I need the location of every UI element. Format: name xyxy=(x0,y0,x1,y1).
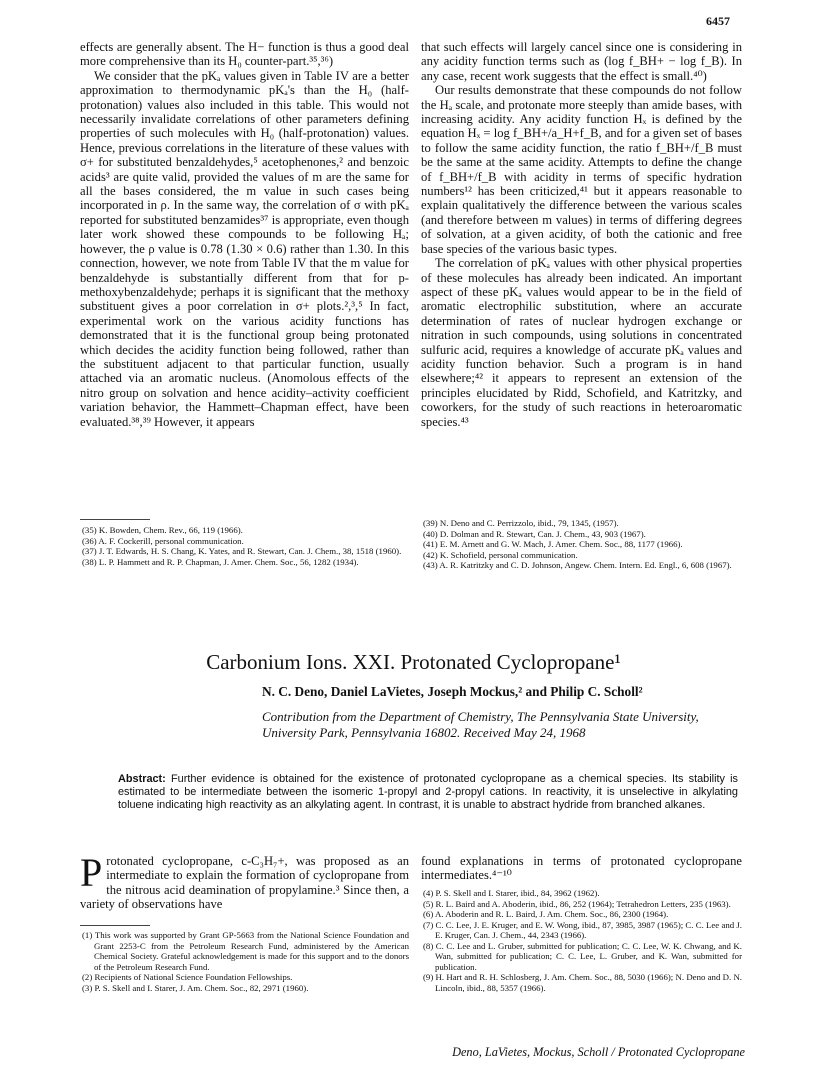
article-affiliation: Contribution from the Department of Chemistry, The Pennsylvania State University, University Park, Pennsylvania 16802. Received May 24, 1968 xyxy=(262,709,699,740)
footnote: (36) A. F. Cockerill, personal communication. xyxy=(82,535,244,546)
footnote: (40) D. Dolman and R. Stewart, Can. J. Chem., 43, 903 (1967). xyxy=(423,528,646,539)
paragraph: found explanations in terms of protonated cyclopropane intermediates.⁴⁻¹⁰ xyxy=(421,854,742,883)
abstract xyxy=(118,773,738,812)
paragraph: We consider that the pKₐ values given in Table IV are a better approximation to thermodynamic pKₐ's than the H₀ (half-protonation) values also included in this table. This would not necessarily invalidate correlations of other parameters defining properties of such molecules with H₀ (half-protonation) values. Hence, previous correlations in the literature of these values with σ+ for substituted benzaldehydes,⁵ acetophenones,² and benzoic acids³ are quite valid, provided the values of m are the same for all the bases considered, the m value in such cases being incorporated in ρ. In the same way, the correlation of σ with pKₐ reported for substituted benzamides³⁷ is appropriate, even though later work showed these compounds to be following Hₐ; however, the ρ value is 0.78 (1.30 × 0.6) rather than 1.30. In this connection, however, we note from Table IV that the m value for benzaldehyde is substantially different from that for p-methoxybenzaldehyde; perhaps it is significant that the methoxy substituent gives a poor correlation in σ+ plots.²,³,⁵ In fact, experimental work on the various acidity functions has demonstrated that it is the functional group being protonated which decides the acidity function being followed, rather than the substituent adjacent to that particular function, usually attached via an aromatic nucleus. (Anomolous effects of the nitro group on solvation and hence acidity–activity coefficient variation behavior, the Hammett–Chapman effect, have been evaluated.³⁸,³⁹ However, it appears xyxy=(80,68,409,429)
footnote-rule xyxy=(80,519,150,520)
paragraph: effects are generally absent. The H− function is thus a good deal more comprehensive than its H₀ counter-part.³⁵,³⁶) xyxy=(80,40,409,69)
footnote: (42) K. Schofield, personal communication. xyxy=(423,549,578,560)
footnotes-left xyxy=(80,525,409,567)
paragraph: that such effects will largely cancel since one is considering in any acidity function terms such as (log f_BH+ − log f_B). In any case, recent work suggests that the effect is small.⁴⁰) xyxy=(421,40,742,83)
paragraph: The correlation of pKₐ values with other physical properties of these molecules has already been indicated. An important aspect of these pKₐ values would appear to be in the field of aromatic electrophilic substitution, where an accurate determination of rates of nuclear hydrogen exchange or nitration in such compounds, using solutions in concentrated sulfuric acid, requires a knowledge of accurate pKₐ values and acidity function behavior. Such a program is in hand elsewhere;⁴² it appears to represent an extension of the principles elucidated by Ridd, Schofield, and Katritzky, and coworkers, for the study of such reactions in heteroaromatic species.⁴³ xyxy=(421,256,742,429)
footnote: (39) N. Deno and C. Perrizzolo, ibid., 79, 1345, (1957). xyxy=(423,518,619,528)
abstract-label: Abstract: xyxy=(118,773,166,785)
footnote: (3) P. S. Skell and I. Starer, J. Am. Chem. Soc., 82, 2971 (1960). xyxy=(82,982,309,993)
footnote: (2) Recipients of National Science Foundation Fellowships. xyxy=(82,972,293,982)
page-number: 6457 xyxy=(706,14,730,28)
footnote: (37) J. T. Edwards, H. S. Chang, K. Yates, and R. Stewart, Can. J. Chem., 38, 1518 (1960). xyxy=(82,546,402,556)
article-footnotes-left xyxy=(80,930,409,993)
drop-cap: P xyxy=(80,850,103,895)
left-column xyxy=(80,40,409,429)
footnote: (8) C. C. Lee and L. Gruber, submitted for publication; C. C. Lee, W. K. Chwang, and K. Wan, submitted for publication; C. C. Lee, L. Gruber, and K. Wan, submitted for publication. xyxy=(423,940,742,972)
footnotes-right xyxy=(421,518,742,571)
body-right-column xyxy=(421,854,742,883)
paragraph: Our results demonstrate that these compounds do not follow the Hₐ scale, and protonate more steeply than amide bases, with increasing acidity. Any acidity function Hₓ is defined by the equation Hₓ = log f_BH+/a_H+f_B, and for a given set of bases to follow the same acidity function, the ratio f_BH+/f_B must be the same at the same acidity. Attempts to define the change of f_BH+/f_B with acidity in terms of specific hydration numbers¹² has been criticized,⁴¹ but it appears reasonable to explain qualitatively the difference between the various scales (and therefore between m values) in terms of differing degrees of solvation, at a given acidity, of both the cationic and free base species of the various basic types. xyxy=(421,83,742,256)
running-footer: Deno, LaVietes, Mockus, Scholl / Protonated Cyclopropane xyxy=(452,1045,745,1059)
abstract-text: Further evidence is obtained for the existence of protonated cyclopropane as a chemical species. Its stability is estimated to be intermediate between the isomeric 1-propyl and 2-propyl cations. In reactivity, it is unselective in alkylating toluene indicating high reactivity as an alkylating agent. In contrast, it is unable to abstract hydride from branched alkanes. xyxy=(118,773,738,812)
footnote: (38) L. P. Hammett and R. P. Chapman, J. Amer. Chem. Soc., 56, 1282 (1934). xyxy=(82,556,359,567)
footnote: (41) E. M. Arnett and G. W. Mach, J. Amer. Chem. Soc., 88, 1177 (1966). xyxy=(423,539,683,549)
article-authors: N. C. Deno, Daniel LaVietes, Joseph Mockus,² and Philip C. Scholl² xyxy=(262,684,643,699)
footnote: (7) C. C. Lee, J. E. Kruger, and E. W. Wong, ibid., 87, 3985, 3987 (1965); C. C. Lee and J. E. Kruger, Can. J. Chem., 44, 2343 (1966). xyxy=(423,919,742,940)
right-column xyxy=(421,40,742,429)
article-footnotes-right xyxy=(421,888,742,993)
article-title: Carbonium Ions. XXI. Protonated Cyclopropane¹ xyxy=(206,650,621,674)
footnote: (4) P. S. Skell and I. Starer, ibid., 84, 3962 (1962). xyxy=(423,888,600,898)
paragraph: rotonated cyclopropane, c-C₃H₇+, was proposed as an intermediate to explain the formation of cyclopropane from the nitrous acid deamination of propylamine.³ Since then, a variety of observations have xyxy=(80,854,409,912)
footnote: (1) This work was supported by Grant GP-5663 from the National Science Foundation and Grant 2253-C from the Petroleum Research Fund, administered by the American Chemical Society. Grateful acknowledgement is made for this support and to the donors of the Petroleum Research Fund. xyxy=(82,930,409,972)
footnote: (35) K. Bowden, Chem. Rev., 66, 119 (1966). xyxy=(82,525,243,535)
body-left-column xyxy=(80,850,409,912)
footnote: (9) H. Hart and R. H. Schlosberg, J. Am. Chem. Soc., 88, 5030 (1966); N. Deno and D. N. Lincoln, ibid., 88, 5357 (1966). xyxy=(423,972,742,993)
footnote-rule xyxy=(80,925,150,926)
footnote: (43) A. R. Katritzky and C. D. Johnson, Angew. Chem. Intern. Ed. Engl., 6, 608 (1967). xyxy=(423,560,732,570)
footnote: (5) R. L. Baird and A. Aboderin, ibid., 86, 252 (1964); Tetrahedron Letters, 235 (1963). xyxy=(423,898,731,909)
footnote: (6) A. Aboderin and R. L. Baird, J. Am. Chem. Soc., 86, 2300 (1964). xyxy=(423,909,669,919)
